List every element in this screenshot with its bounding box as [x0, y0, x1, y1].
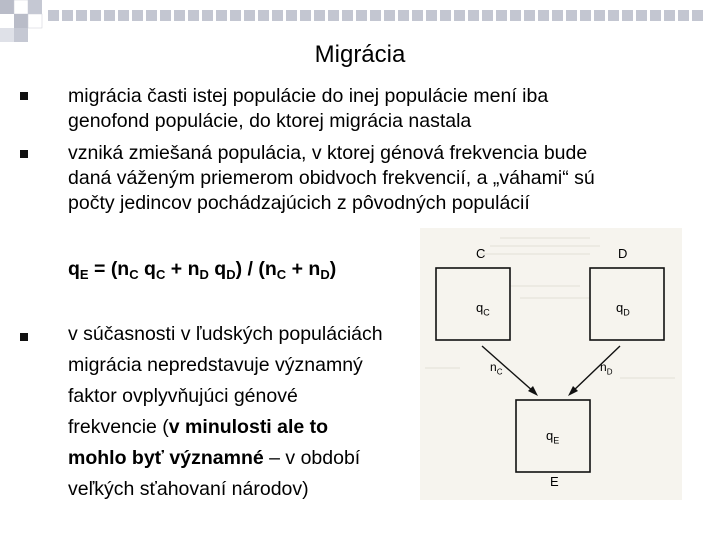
- label-qc: $q_C$: [476, 300, 490, 318]
- bullet-3-line-3: faktor ovplyvňujúci génové: [68, 385, 298, 407]
- arrow-d-to-e: [572, 346, 620, 392]
- label-nc: $n_C$: [490, 360, 503, 377]
- bullet-1-line-2: genofond populácie, do ktorej migrácia nastala: [68, 110, 472, 132]
- label-qd: $q_D$: [616, 300, 630, 318]
- label-c: C: [476, 246, 486, 261]
- bullet-2-line-2: daná váženým priemerom obidvoch frekvencií, a „váhami“ sú: [68, 167, 595, 189]
- label-d: D: [618, 246, 628, 261]
- bullet-marker: [20, 333, 28, 341]
- diagram-svg: [420, 228, 682, 500]
- slide-title: Migrácia: [314, 41, 406, 68]
- bullet-marker: [20, 150, 28, 158]
- bullet-2-line-1: vzniká zmiešaná populácia, v ktorej génová frekvencia bude: [68, 142, 588, 164]
- bullet-3-line-5: mohlo byť významné – v období: [68, 447, 361, 469]
- bullet-2-line-3: počty jedincov pochádzajúcich z pôvodných populácií: [68, 192, 530, 214]
- migration-diagram: [420, 228, 682, 500]
- bullet-3-line-1: v súčasnosti v ľudských populáciách: [68, 323, 383, 345]
- bullet-3-line-6: veľkých sťahovaní národov): [68, 478, 309, 500]
- migration-formula: $q_E = (n_C$ $q_C + n_D$ $q_D) / (n_C + n_D)$: [68, 258, 337, 282]
- label-qe: $q_E$: [546, 428, 560, 446]
- label-e: E: [550, 474, 559, 489]
- population-c-box: [436, 268, 510, 340]
- bullet-3-line-2: migrácia nepredstavuje významný: [68, 354, 363, 376]
- label-nd: $n_D$: [600, 360, 613, 377]
- bullet-marker: [20, 92, 28, 100]
- corner-decoration: [0, 0, 720, 44]
- bullet-1-line-1: migrácia časti istej populácie do inej populácie mení iba: [68, 85, 549, 107]
- bullet-3-line-4: frekvencie (v minulosti ale to: [68, 416, 329, 438]
